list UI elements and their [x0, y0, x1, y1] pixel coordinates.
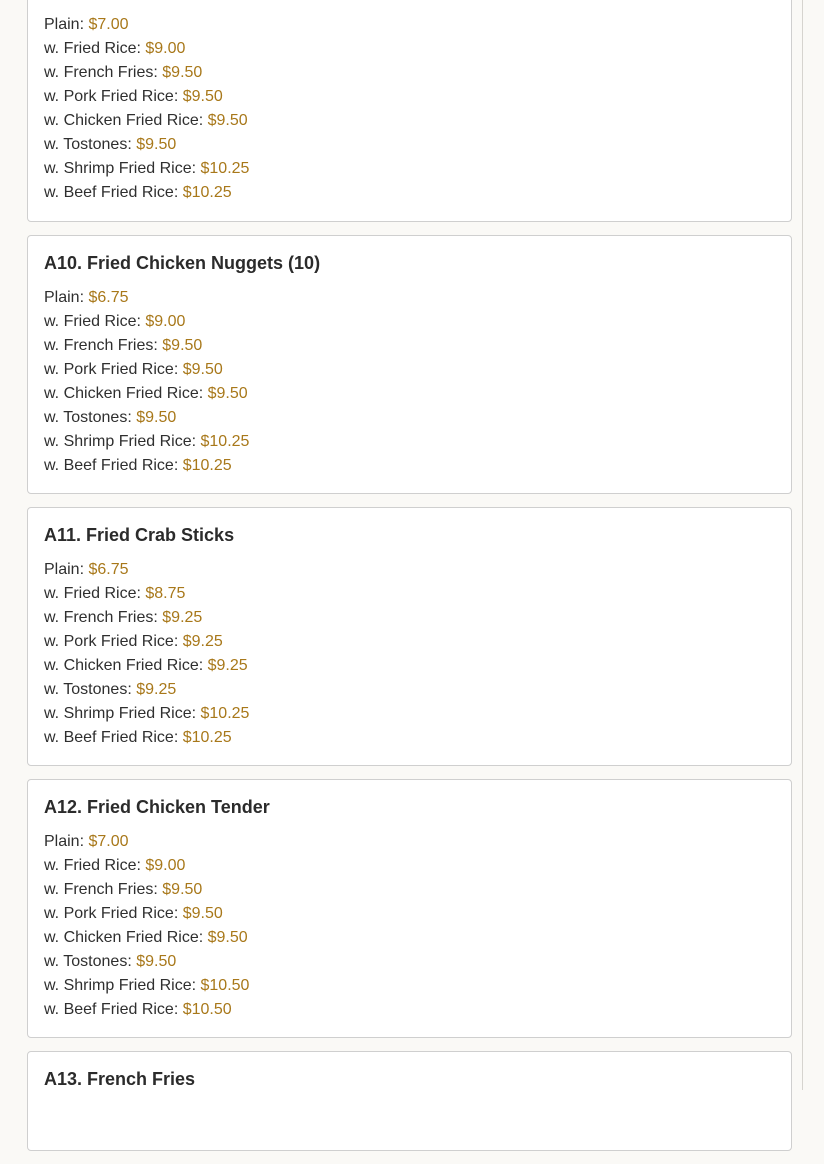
- price-row: [44, 902, 775, 926]
- price-label: w. Tostones:: [44, 681, 132, 698]
- price-label: w. Pork Fried Rice:: [44, 905, 179, 922]
- price-value: $6.75: [88, 561, 129, 578]
- price-row: [44, 974, 775, 998]
- price-label: w. Beef Fried Rice:: [44, 457, 179, 474]
- price-value: $10.25: [200, 433, 250, 450]
- price-row: [44, 286, 775, 310]
- price-row: [44, 702, 775, 726]
- price-value: $9.25: [136, 681, 177, 698]
- price-value: $9.00: [145, 40, 186, 57]
- price-row: [44, 382, 775, 406]
- price-row: [44, 630, 775, 654]
- price-row: [44, 678, 775, 702]
- price-value: $9.50: [136, 409, 177, 426]
- price-row: [44, 726, 775, 750]
- price-label: w. Shrimp Fried Rice:: [44, 433, 197, 450]
- price-row: [44, 61, 775, 85]
- price-label: w. Beef Fried Rice:: [44, 1001, 179, 1018]
- price-value: $10.50: [200, 977, 250, 994]
- price-value: $9.00: [145, 313, 186, 330]
- price-label: w. Chicken Fried Rice:: [44, 657, 204, 674]
- price-row: [44, 334, 775, 358]
- price-row: [44, 13, 775, 37]
- menu-item-title: A13. French Fries: [44, 1069, 196, 1089]
- price-value: $9.50: [182, 905, 223, 922]
- price-row: [44, 109, 775, 133]
- price-value: $9.50: [207, 929, 248, 946]
- price-label: Plain:: [44, 289, 85, 306]
- price-label: Plain:: [44, 561, 85, 578]
- price-value: $9.50: [182, 88, 223, 105]
- menu-item-title: A11. Fried Crab Sticks: [44, 525, 235, 545]
- price-value: $9.50: [207, 112, 248, 129]
- price-label: w. Chicken Fried Rice:: [44, 929, 204, 946]
- price-row: [44, 157, 775, 181]
- price-value: $10.25: [182, 457, 232, 474]
- price-row: [44, 998, 775, 1022]
- price-value: $10.25: [200, 160, 250, 177]
- price-label: w. Chicken Fried Rice:: [44, 112, 204, 129]
- menu-item-title: A10. Fried Chicken Nuggets (10): [44, 253, 321, 273]
- price-value: $9.00: [145, 857, 186, 874]
- price-label: w. Fried Rice:: [44, 313, 141, 330]
- price-row: [44, 854, 775, 878]
- price-value: $9.50: [207, 385, 248, 402]
- price-row: [44, 358, 775, 382]
- menu-item-card[interactable]: [27, 0, 792, 222]
- price-label: w. Shrimp Fried Rice:: [44, 977, 197, 994]
- price-value: $9.50: [136, 136, 177, 153]
- menu-item-card[interactable]: [27, 507, 792, 766]
- price-value: $9.25: [162, 609, 203, 626]
- price-label: w. French Fries:: [44, 881, 158, 898]
- price-label: w. Beef Fried Rice:: [44, 184, 179, 201]
- price-value: $10.25: [182, 729, 232, 746]
- price-label: w. Tostones:: [44, 953, 132, 970]
- price-label: w. Beef Fried Rice:: [44, 729, 179, 746]
- menu-item-card[interactable]: [27, 779, 792, 1038]
- price-value: $10.25: [182, 184, 232, 201]
- price-row: [44, 85, 775, 109]
- price-row: [44, 310, 775, 334]
- price-row: [44, 950, 775, 974]
- price-label: w. Pork Fried Rice:: [44, 633, 179, 650]
- price-row: [44, 430, 775, 454]
- price-row: [44, 654, 775, 678]
- price-label: w. Pork Fried Rice:: [44, 361, 179, 378]
- price-label: w. Tostones:: [44, 409, 132, 426]
- price-label: w. Tostones:: [44, 136, 132, 153]
- price-row: [44, 878, 775, 902]
- price-label: Plain:: [44, 16, 85, 33]
- price-value: $9.50: [162, 881, 203, 898]
- price-label: w. French Fries:: [44, 609, 158, 626]
- price-label: w. Fried Rice:: [44, 585, 141, 602]
- price-value: $10.50: [182, 1001, 232, 1018]
- price-label: w. Shrimp Fried Rice:: [44, 160, 197, 177]
- price-row: [44, 582, 775, 606]
- price-value: $8.75: [145, 585, 186, 602]
- price-value: $9.50: [136, 953, 177, 970]
- menu-item-card[interactable]: [27, 235, 792, 494]
- menu-item-card[interactable]: [27, 1051, 792, 1151]
- price-value: $7.00: [88, 16, 129, 33]
- price-label: w. Chicken Fried Rice:: [44, 385, 204, 402]
- price-row: [44, 406, 775, 430]
- price-row: [44, 926, 775, 950]
- price-row: [44, 181, 775, 205]
- price-value: $9.25: [207, 657, 248, 674]
- price-value: $9.50: [162, 337, 203, 354]
- price-value: $10.25: [200, 705, 250, 722]
- price-row: [44, 606, 775, 630]
- price-value: $9.50: [162, 64, 203, 81]
- price-label: w. French Fries:: [44, 64, 158, 81]
- price-label: w. Fried Rice:: [44, 40, 141, 57]
- price-row: [44, 454, 775, 478]
- price-row: [44, 37, 775, 61]
- price-value: $9.25: [182, 633, 223, 650]
- price-row: [44, 830, 775, 854]
- price-row: [44, 133, 775, 157]
- price-value: $9.50: [182, 361, 223, 378]
- price-label: w. French Fries:: [44, 337, 158, 354]
- price-value: $6.75: [88, 289, 129, 306]
- menu-item-title: A12. Fried Chicken Tender: [44, 797, 270, 817]
- price-row: [44, 558, 775, 582]
- price-label: w. Fried Rice:: [44, 857, 141, 874]
- menu-list: [27, 0, 792, 1164]
- price-value: $7.00: [88, 833, 129, 850]
- price-label: Plain:: [44, 833, 85, 850]
- price-label: w. Shrimp Fried Rice:: [44, 705, 197, 722]
- price-label: w. Pork Fried Rice:: [44, 88, 179, 105]
